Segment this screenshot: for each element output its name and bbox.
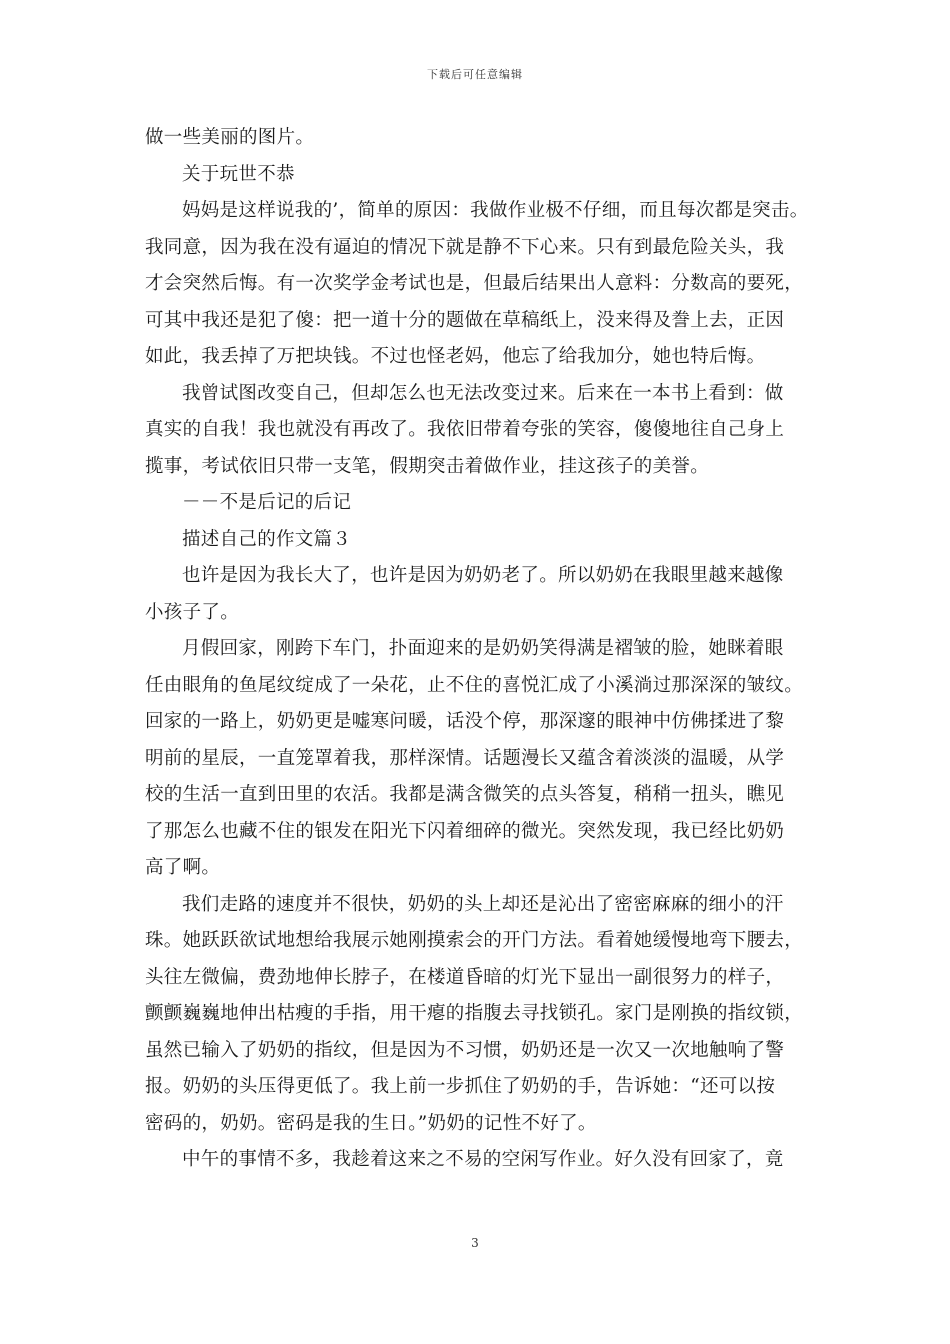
text-line: 明前的星辰，一直笼罩着我，那样深情。话题漫长又蕴含着淡淡的温暖，从学	[145, 747, 785, 769]
page-number: 3	[471, 1236, 479, 1250]
text-line: 珠。她跃跃欲试地想给我展示她刚摸索会的开门方法。看着她缓慢地弯下腰去，	[145, 930, 804, 951]
text-line: 我曾试图改变自己，但却怎么也无法改变过来。后来在一本书上看到：做	[182, 382, 784, 404]
text-line: 回家的一路上，奶奶更是嘘寒问暖，话没个停，那深邃的眼神中仿佛揉进了黎	[145, 711, 785, 732]
text-line: 描述自己的作文篇３	[182, 528, 352, 550]
text-line: 报。奶奶的头压得更低了。我上前一步抓住了奶奶的手，告诉她：“还可以按	[145, 1076, 776, 1097]
text-line: 颤颤巍巍地伸出枯瘦的手指，用干瘪的指腹去寻找锁孔。家门是刚换的指纹锁，	[145, 1003, 804, 1024]
text-line: 我同意，因为我在没有逼迫的情况下就是静不下心来。只有到最危险关头，我	[145, 236, 785, 258]
text-line: －－不是后记的后记	[182, 492, 352, 513]
text-line: 密码的，奶奶。密码是我的生日。”奶奶的记性不好了。	[145, 1112, 597, 1134]
text-line: 中午的事情不多，我趁着这来之不易的空闲写作业。好久没有回家了，竟	[182, 1149, 784, 1170]
text-line: 我们走路的速度并不很快，奶奶的头上却还是沁出了密密麻麻的细小的汗	[182, 893, 784, 915]
text-line: 如此，我丢掉了万把块钱。不过也怪老妈，他忘了给我加分，她也特后悔。	[145, 346, 766, 367]
text-line: 可其中我还是犯了傻：把一道十分的题做在草稿纸上，没来得及誊上去，正因	[145, 309, 785, 331]
text-line: 真实的自我！我也就没有再改了。我依旧带着夸张的笑容，傻傻地往自己身上	[145, 419, 785, 440]
text-line: 任由眼角的鱼尾纹绽成了一朵花，止不住的喜悦汇成了小溪淌过那深深的皱纹。	[145, 674, 804, 696]
text-line: 虽然已输入了奶奶的指纹，但是因为不习惯，奶奶还是一次又一次地触响了警	[145, 1039, 785, 1061]
text-line: 高了啊。	[145, 857, 221, 878]
text-line: 头往左微偏，费劲地伸长脖子，在楼道昏暗的灯光下显出一副很努力的样子，	[145, 966, 785, 988]
document-body	[145, 120, 810, 1179]
text-line: 做一些美丽的图片。	[145, 127, 315, 148]
text-line: 妈妈是这样说我的’，简单的原因：我做作业极不仔细，而且每次都是突击。	[182, 200, 809, 221]
text-line: 也许是因为我长大了，也许是因为奶奶老了。所以奶奶在我眼里越来越像	[182, 565, 784, 586]
text-line: 了那怎么也藏不住的银发在阳光下闪着细碎的微光。突然发现，我已经比奶奶	[145, 820, 785, 842]
text-line: 小孩子了。	[145, 601, 240, 623]
text-line: 揽事，考试依旧只带一支笔，假期突击着做作业，挂这孩子的美誉。	[145, 455, 710, 477]
text-line: 才会突然后悔。有一次奖学金考试也是，但最后结果出人意料：分数高的要死，	[145, 273, 804, 294]
page-header: 下载后可任意编辑	[427, 68, 523, 81]
text-line: 校的生活一直到田里的农活。我都是满含微笑的点头答复，稍稍一扭头，瞧见	[145, 784, 785, 805]
text-line: 月假回家，刚跨下车门，扑面迎来的是奶奶笑得满是褶皱的脸，她眯着眼	[182, 638, 784, 659]
text-line: 关于玩世不恭	[182, 163, 295, 185]
